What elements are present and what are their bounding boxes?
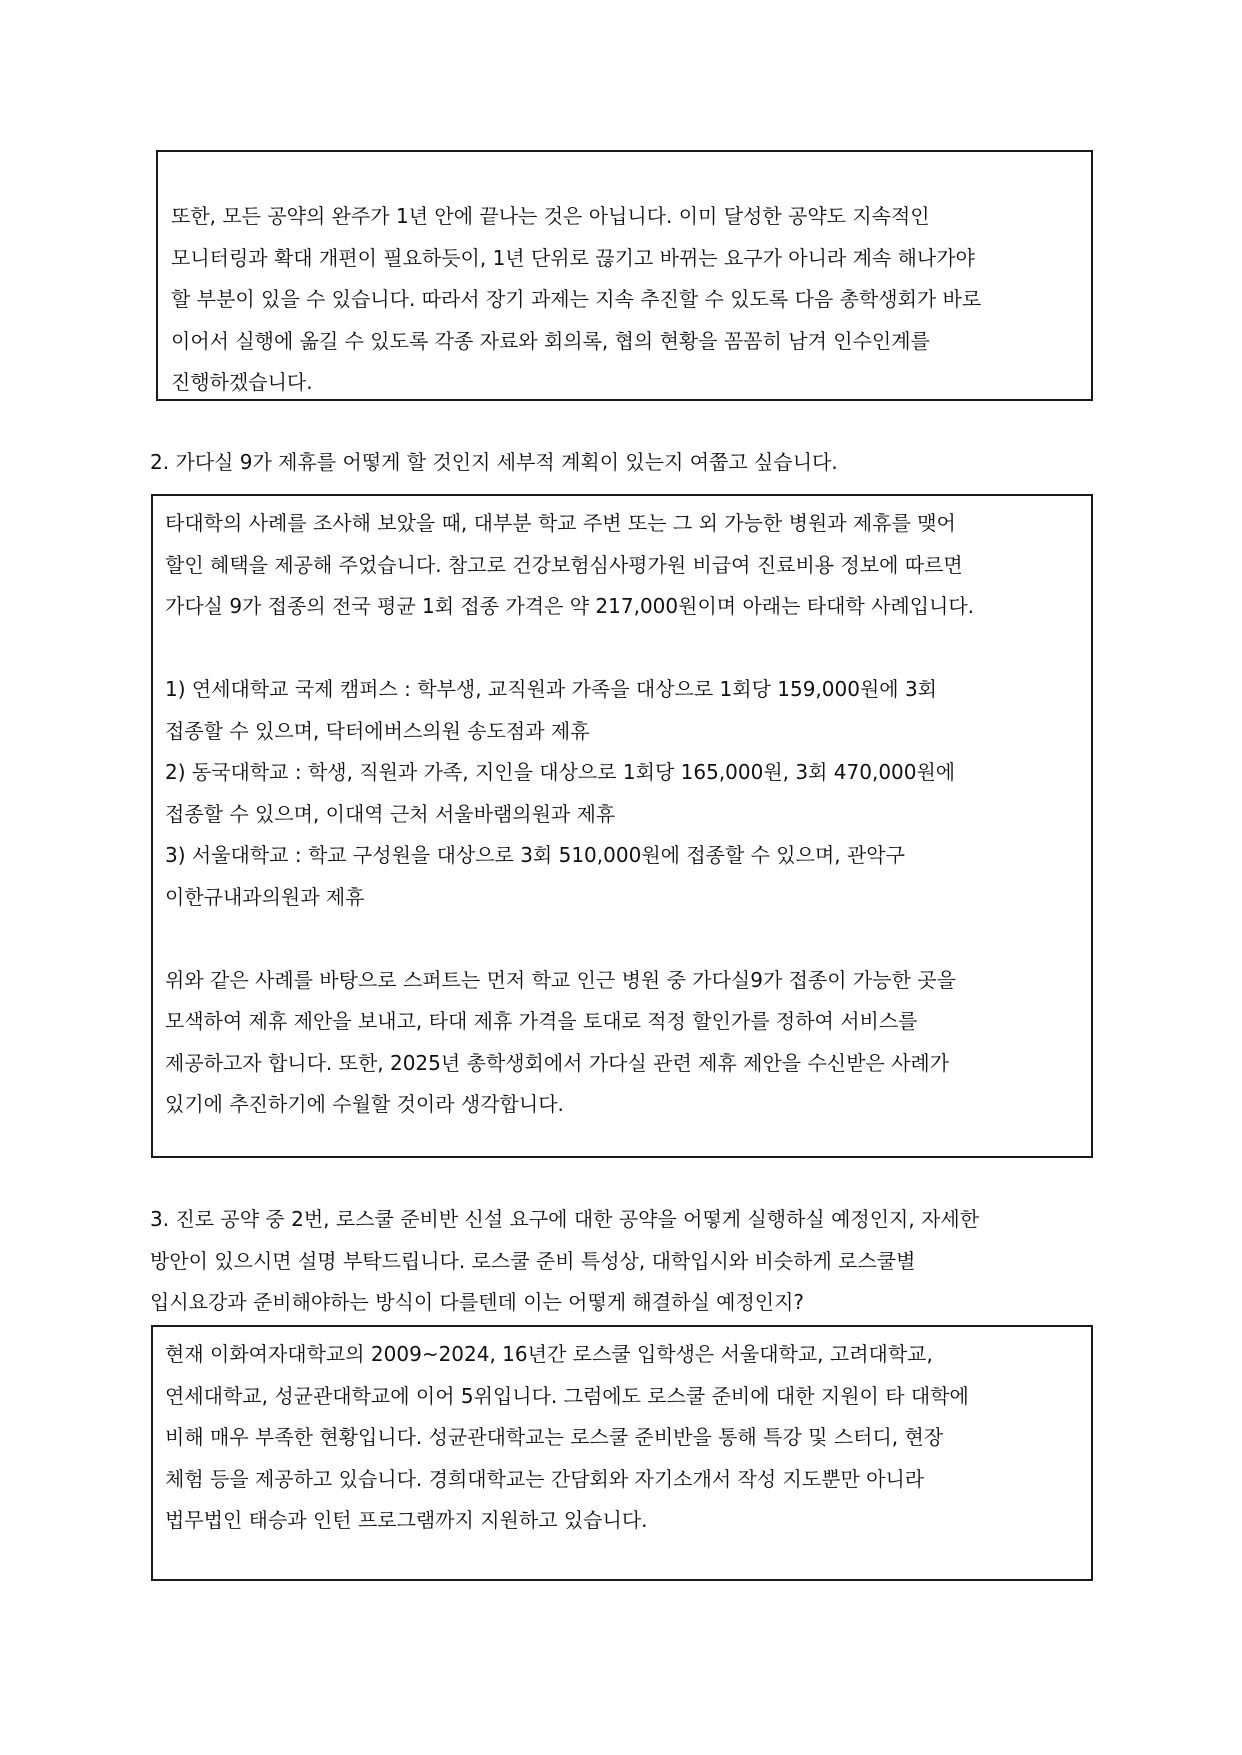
answer3-line: 법무법인 태승과 인턴 프로그램까지 지원하고 있습니다. <box>165 1508 648 1532</box>
answer-2-box <box>151 494 1093 1158</box>
blank-line <box>165 628 1075 670</box>
answer2-line: 이한규내과의원과 제휴 <box>165 884 365 909</box>
question3-line: 방안이 있으시면 설명 부탁드립니다. 로스쿨 준비 특성상, 대학입시와 비슷하게 로스쿨별 <box>150 1248 916 1273</box>
answer3-line: 체험 등을 제공하고 있습니다. 경희대학교는 간담회와 자기소개서 작성 지도뿐만 아니라 <box>165 1466 925 1491</box>
section1-line: 모니터링과 확대 개편이 필요하듯이, 1년 단위로 끊기고 바뀌는 요구가 아니라 계속 해나가야 <box>171 245 975 270</box>
answer2-line: 위와 같은 사례를 바탕으로 스퍼트는 먼저 학교 인근 병원 중 가다실9가 접종이 가능한 곳을 <box>165 967 956 992</box>
section1-line: 또한, 모든 공약의 완주가 1년 안에 끝나는 것은 아닙니다. 이미 달성한 공약도 지속적인 <box>171 204 930 228</box>
section1-line: 이어서 실행에 옮길 수 있도록 각종 자료와 회의록, 협의 현황을 꼼꼼히 남겨 인수인계를 <box>171 328 930 353</box>
section1-line: 할 부분이 있을 수 있습니다. 따라서 장기 과제는 지속 추진할 수 있도록 다음 총학생회가 바로 <box>171 287 982 311</box>
answer2-case-1: 1) 연세대학교 국제 캠퍼스 : 학부생, 교직원과 가족을 대상으로 1회당 159,000원에 3회 <box>165 677 937 701</box>
answer2-line: 접종할 수 있으며, 닥터에버스의원 송도점과 제휴 <box>165 718 590 743</box>
question3-line: 3. 진로 공약 중 2번, 로스쿨 준비반 신설 요구에 대한 공약을 어떻게 실행하실 예정인지, 자세한 <box>150 1207 980 1231</box>
section1-continuation-box <box>156 150 1093 401</box>
answer3-line: 연세대학교, 성균관대학교에 이어 5위입니다. 그럼에도 로스쿨 준비에 대한 지원이 타 대학에 <box>165 1383 969 1408</box>
answer2-line: 가다실 9가 접종의 전국 평균 1회 접종 가격은 약 217,000원이며 아래는 타대학 사례입니다. <box>165 594 975 618</box>
answer2-line: 접종할 수 있으며, 이대역 근처 서울바램의원과 제휴 <box>165 801 616 826</box>
answer2-line: 있기에 추진하기에 수월할 것이라 생각합니다. <box>165 1092 564 1116</box>
answer2-line: 타대학의 사례를 조사해 보았을 때, 대부분 학교 주변 또는 그 외 가능한 병원과 제휴를 맺어 <box>165 511 956 535</box>
answer2-line: 할인 혜택을 제공해 주었습니다. 참고로 건강보험심사평가원 비급여 진료비용 정보에 따르면 <box>165 552 963 577</box>
question-2: 2. 가다실 9가 제휴를 어떻게 할 것인지 세부적 계획이 있는지 여쭙고 싶습니다. <box>150 450 838 474</box>
answer3-line: 비해 매우 부족한 현황입니다. 성균관대학교는 로스쿨 준비반을 통해 특강 및 스터디, 현장 <box>165 1425 944 1449</box>
answer2-line: 모색하여 제휴 제안을 보내고, 타대 제휴 가격을 토대로 적정 할인가를 정하여 서비스를 <box>165 1009 918 1033</box>
question3-line: 입시요강과 준비해야하는 방식이 다를텐데 이는 어떻게 해결하실 예정인지? <box>150 1290 805 1314</box>
answer2-case-2: 2) 동국대학교 : 학생, 직원과 가족, 지인을 대상으로 1회당 165,000원, 3회 470,000원에 <box>165 760 956 784</box>
section1-line: 진행하겠습니다. <box>171 370 313 394</box>
answer-3-box <box>151 1325 1093 1581</box>
answer2-case-3: 3) 서울대학교 : 학교 구성원을 대상으로 3회 510,000원에 접종할 수 있으며, 관악구 <box>165 843 905 867</box>
question-3 <box>150 1199 1095 1324</box>
answer2-line: 제공하고자 합니다. 또한, 2025년 총학생회에서 가다실 관련 제휴 제안을 수신받은 사례가 <box>165 1050 950 1075</box>
answer3-line: 현재 이화여자대학교의 2009~2024, 16년간 로스쿨 입학생은 서울대학교, 고려대학교, <box>165 1342 933 1366</box>
blank-line <box>165 918 1075 960</box>
